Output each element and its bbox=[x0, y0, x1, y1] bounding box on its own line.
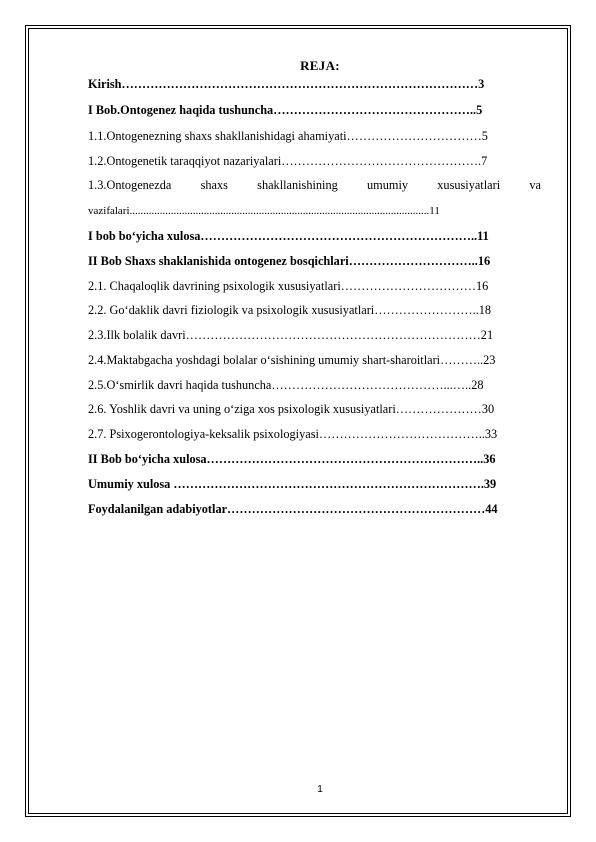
toc-entry-chapter-2: II Bob Shaxs shaklanishida ontogenez bosqichlari…………………………..16 bbox=[88, 254, 491, 268]
toc-word: umumiy bbox=[367, 178, 409, 192]
toc-entry-kirish: Kirish……………………………………………………………………………3 bbox=[88, 77, 485, 91]
toc-entry-chapter-1: I Bob.Ontogenez haqida tushuncha…………………………………………..5 bbox=[88, 103, 483, 117]
toc-entry-2-1: 2.1. Chaqaloqlik davrining psixologik xususiyatlari……………………………16 bbox=[88, 279, 489, 293]
toc-word: va bbox=[529, 178, 541, 192]
toc-entry-general-conclusion: Umumiy xulosa ………………………………………………………………….39 bbox=[88, 477, 497, 491]
toc-entry-chapter-2-conclusion: II Bob bo‘yicha xulosa…………………………………………………………..36 bbox=[88, 452, 496, 466]
toc-entry-1-1: 1.1.Ontogenezning shaxs shakllanishidagi ahamiyati……………………………5 bbox=[88, 129, 488, 143]
toc-entry-2-5: 2.5.O‘smirlik davri haqida tushuncha……………………………………...…..28 bbox=[88, 378, 484, 392]
page-border-inner bbox=[28, 28, 568, 814]
toc-entry-2-7: 2.7. Psixogerontologiya-keksalik psixologiyasi…………………………………..33 bbox=[88, 427, 498, 441]
toc-entry-2-2: 2.2. Go‘daklik davri fiziologik va psixologik xususiyatlari……………………..18 bbox=[88, 303, 492, 317]
toc-entry-2-6: 2.6. Yoshlik davri va uning o‘ziga xos psixologik xususiyatlari…………………30 bbox=[88, 402, 495, 416]
toc-title: REJA: bbox=[300, 58, 340, 73]
toc-entry-1-2: 1.2.Ontogenetik taraqqiyot nazariyalari………………………………………….7 bbox=[88, 154, 488, 168]
toc-word: 1.3.Ontogenezda bbox=[88, 178, 172, 192]
toc-word: shaxs bbox=[200, 178, 228, 192]
toc-entry-2-3: 2.3.Ilk bolalik davri………………………………………………………………21 bbox=[88, 328, 494, 342]
page-number: 1 bbox=[317, 784, 323, 795]
toc-entry-2-4: 2.4.Maktabgacha yoshdagi bolalar o‘sishining umumiy shart-sharoitlari………..23 bbox=[88, 353, 496, 367]
toc-word: xususiyatlari bbox=[437, 178, 501, 192]
toc-entry-1-3-line2: vazifalari.............................................................................................................11 bbox=[88, 205, 440, 217]
toc-word: shakllanishining bbox=[257, 178, 338, 192]
toc-entry-chapter-1-conclusion: I bob bo‘yicha xulosa…………………………………………………………..11 bbox=[88, 229, 489, 243]
toc-entry-bibliography: Foydalanilgan adabiyotlar………………………………………………………44 bbox=[88, 502, 498, 516]
toc-entry-1-3-line1 bbox=[88, 177, 541, 193]
